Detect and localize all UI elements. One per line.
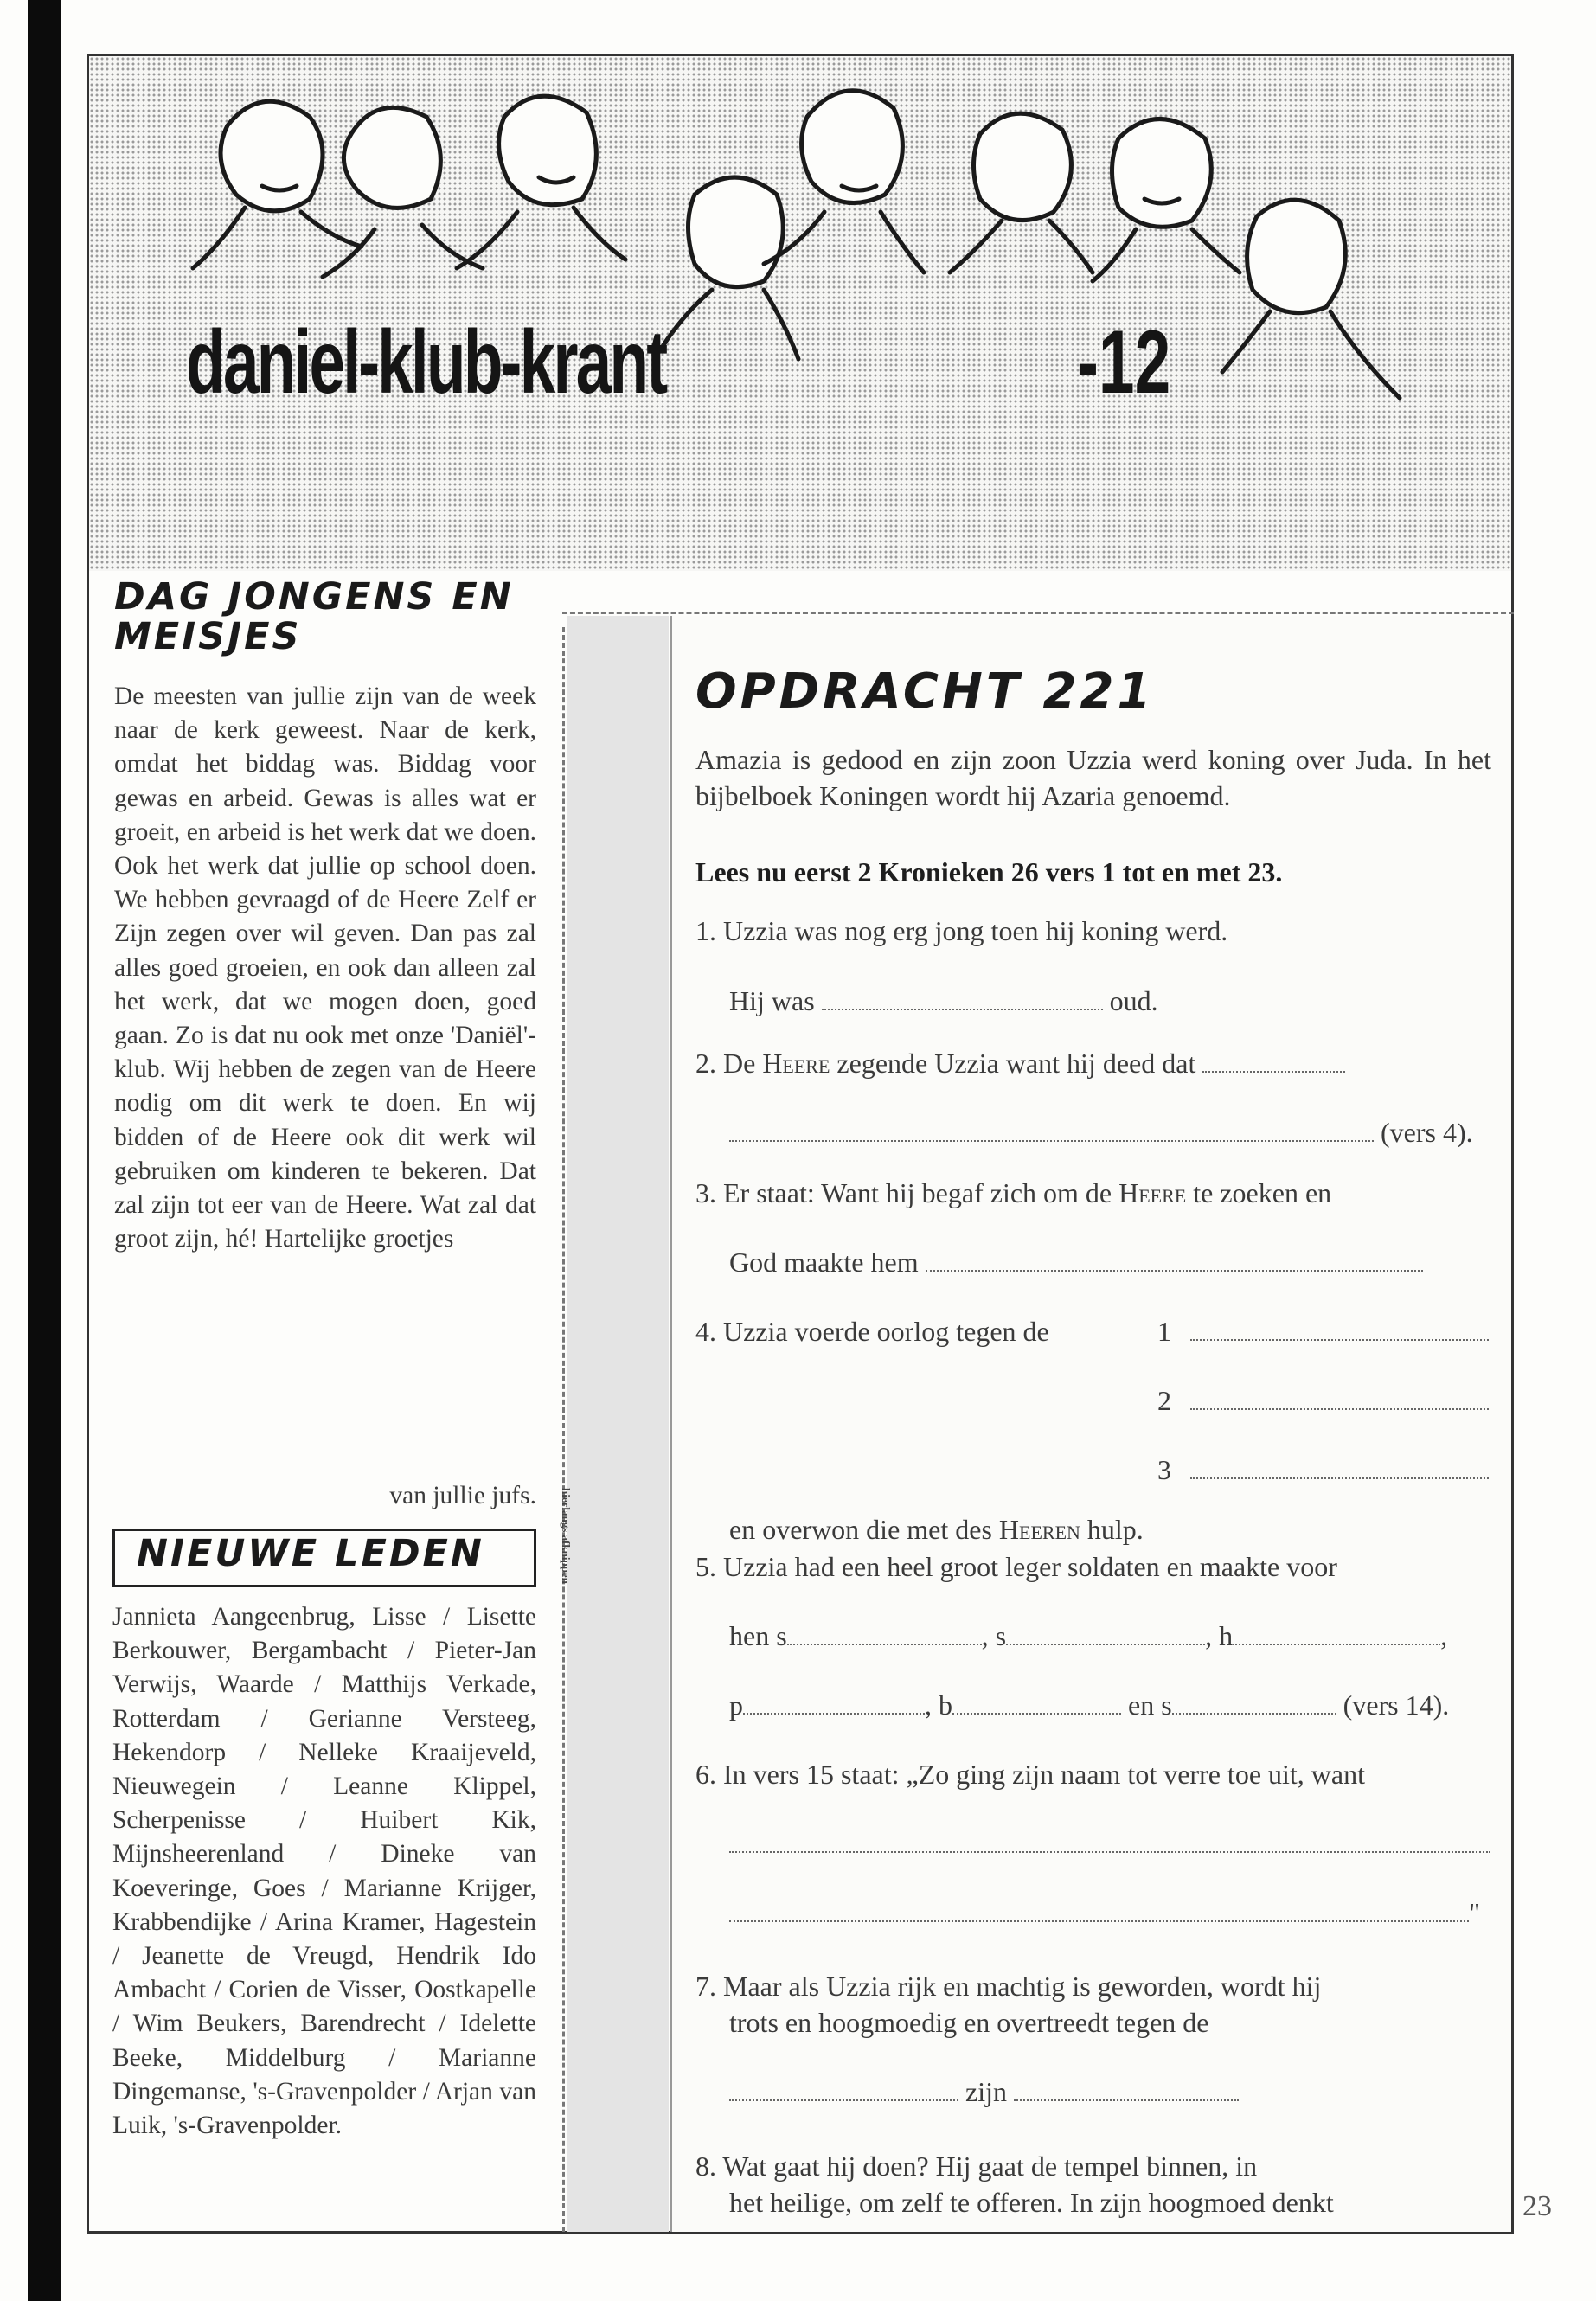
heere-word: Heere: [762, 1048, 830, 1079]
question-4-item-3: [1157, 1452, 1489, 1488]
question-6: 6. In vers 15 staat: „Zo ging zijn naam tot verre toe uit, want: [695, 1759, 1365, 1790]
question-4-end-suffix: hulp.: [1086, 1514, 1144, 1545]
assignment-title: OPDRACHT 221: [695, 663, 1155, 720]
answer-blank[interactable]: [729, 1830, 1490, 1853]
answer-blank[interactable]: [926, 1249, 1423, 1272]
answer-blank[interactable]: [1233, 1623, 1440, 1645]
question-5-ref: (vers 14).: [1343, 1689, 1450, 1721]
answer-blank[interactable]: [1006, 1623, 1205, 1645]
answer-blank[interactable]: [822, 988, 1103, 1010]
greeting-body: De meesten van jullie zijn van de week naar de kerk geweest. Naar de kerk, omdat het biddag was. Biddag voor gewas en arbeid. Gewas is alles wat er groeit, en arbeid is het werk dat we doen. Ook het werk dat jullie op school doen. We hebben gevraagd of de Heere Zelf er Zijn zegen over wil geven. Dan pas zal alles goed groeien, en ook dan alleen zal het werk, dat we mogen doen, goed gaan. Zo is dat nu ook met onze 'Daniël'-klub. Wij hebben de zegen van de Heere nodig om dit werk te doen. En wij bidden of de Heere ook dit werk wil gebruiken om kinderen te bekeren. Dat zal zijn tot eer van de Heere. Wat zal dat groot zijn, hé! Hartelijke groetjes: [114, 683, 536, 1253]
question-1-prefix: Hij was: [729, 985, 815, 1016]
assignment-intro: Amazia is gedood en zijn zoon Uzzia werd koning over Juda. In het bijbelboek Koningen wordt hij Azaria genoemd.: [695, 744, 1491, 811]
cut-line-horizontal: [562, 612, 1514, 614]
question-5-line3: p , b en s (vers 14).: [729, 1689, 1450, 1721]
question-6-line2: [729, 1825, 1490, 1862]
answer-blank[interactable]: [1190, 1457, 1489, 1479]
item-number: 3: [1157, 1454, 1171, 1485]
question-1-suffix: oud.: [1109, 985, 1158, 1016]
question-8-line2: het heilige, om zelf te offeren. In zijn hoogmoed denkt: [729, 2187, 1334, 2218]
blank-label: s: [995, 1620, 1007, 1651]
question-2-ref: (vers 4).: [1381, 1117, 1473, 1148]
blank-label: h: [1219, 1620, 1234, 1651]
answer-blank[interactable]: [1172, 1692, 1336, 1715]
item-number: 2: [1157, 1385, 1171, 1416]
cut-strip: [567, 616, 669, 2232]
question-3: [695, 1175, 1331, 1211]
question-2-suffix: zegende Uzzia want hij deed dat: [836, 1048, 1196, 1079]
question-1: 1. Uzzia was nog erg jong toen hij koning werd.: [695, 915, 1228, 946]
binder-edge: [28, 0, 61, 2301]
greeting-title: DAG JONGENS EN MEISJES: [114, 575, 514, 659]
question-3-prefix: 3. Er staat: Want hij begaf zich om de: [695, 1177, 1112, 1208]
question-1-answer-line: [729, 983, 1158, 1019]
question-5-line2: hen s , s , h ,: [729, 1620, 1448, 1651]
answer-blank[interactable]: [1202, 1050, 1345, 1073]
question-6-line3: [729, 1894, 1480, 1931]
answer-blank[interactable]: [952, 1692, 1121, 1715]
question-7-line2: trots en hoogmoedig en overtreedt tegen de: [729, 2007, 1209, 2038]
answer-blank[interactable]: [1014, 2079, 1239, 2101]
question-2-line2: [729, 1114, 1473, 1150]
question-4-end: [729, 1511, 1144, 1548]
cut-label-side: hierlangs afknippen: [560, 1488, 573, 1584]
question-4-item-2: [1157, 1382, 1489, 1419]
answer-blank[interactable]: [729, 1900, 1469, 1922]
new-members-list: Jannieta Aangeenbrug, Lisse / Lisette Berkouwer, Bergambacht / Pieter-Jan Verwijs, Waarde / Matthijs Verkade, Rotterdam / Gerianne Versteeg, Hekendorp / Nelleke Kraaijeveld, Nieuwegein / Leanne Klippel, Scherpenisse / Huibert Kik, Mijnsheerenland / Dineke van Koeveringe, Goes / Marianne Krijger, Krabbendijke / Arina Kramer, Hagestein / Jeanette de Vreugd, Hendrik Ido Ambacht / Corien de Visser, Oostkapelle / Wim Beukers, Barendrecht / Idelette Beeke, Middelburg / Marianne Dingemanse, 's-Gravenpolder / Arjan van Luik, 's-Gravenpolder.: [112, 1603, 536, 2140]
issue-number: -12: [1077, 312, 1171, 413]
question-3-line2: [729, 1244, 1423, 1280]
question-3-suffix: te zoeken en: [1193, 1177, 1332, 1208]
question-2-prefix: 2. De: [695, 1048, 756, 1079]
answer-blank[interactable]: [1190, 1318, 1489, 1341]
question-4-item-1: [1157, 1313, 1489, 1349]
question-7-zijn: zijn: [965, 2076, 1007, 2107]
blank-label: hen s: [729, 1620, 787, 1651]
answer-blank[interactable]: [1190, 1388, 1489, 1410]
assignment-instruction: Lees nu eerst 2 Kronieken 26 vers 1 tot en met 23.: [695, 856, 1283, 888]
greeting-signature: van jullie jufs.: [389, 1482, 536, 1509]
new-members-title: NIEUWE LEDEN: [137, 1532, 484, 1575]
heere-word: Heere: [1118, 1177, 1187, 1208]
answer-blank[interactable]: [743, 1692, 925, 1715]
answer-blank[interactable]: [729, 1119, 1374, 1142]
heeren-word: Heeren: [998, 1514, 1080, 1545]
blank-label: en s: [1128, 1689, 1172, 1721]
item-number: 1: [1157, 1316, 1171, 1347]
blank-label: b: [939, 1689, 952, 1721]
question-8-line1: 8. Wat gaat hij doen? Hij gaat de tempel binnen, in: [695, 2150, 1258, 2182]
question-5: 5. Uzzia had een heel groot leger soldaten en maakte voor: [695, 1551, 1337, 1582]
closing-quote: ": [1469, 1897, 1481, 1928]
answer-blank[interactable]: [787, 1623, 982, 1645]
question-7-line1: 7. Maar als Uzzia rijk en machtig is geworden, wordt hij: [695, 1971, 1322, 2002]
question-4-end-prefix: en overwon die met des: [729, 1514, 992, 1545]
question-3-line2-text: God maakte hem: [729, 1247, 919, 1278]
page-number: 23: [1522, 2190, 1552, 2222]
answer-blank[interactable]: [729, 2079, 958, 2101]
question-4: 4. Uzzia voerde oorlog tegen de: [695, 1316, 1049, 1347]
cut-line-vertical: [562, 627, 565, 2232]
masthead-title: daniel-klub-krant: [186, 312, 666, 413]
question-7-line3: [729, 2073, 1239, 2110]
question-2: [695, 1045, 1345, 1081]
blank-label: p: [729, 1689, 743, 1721]
